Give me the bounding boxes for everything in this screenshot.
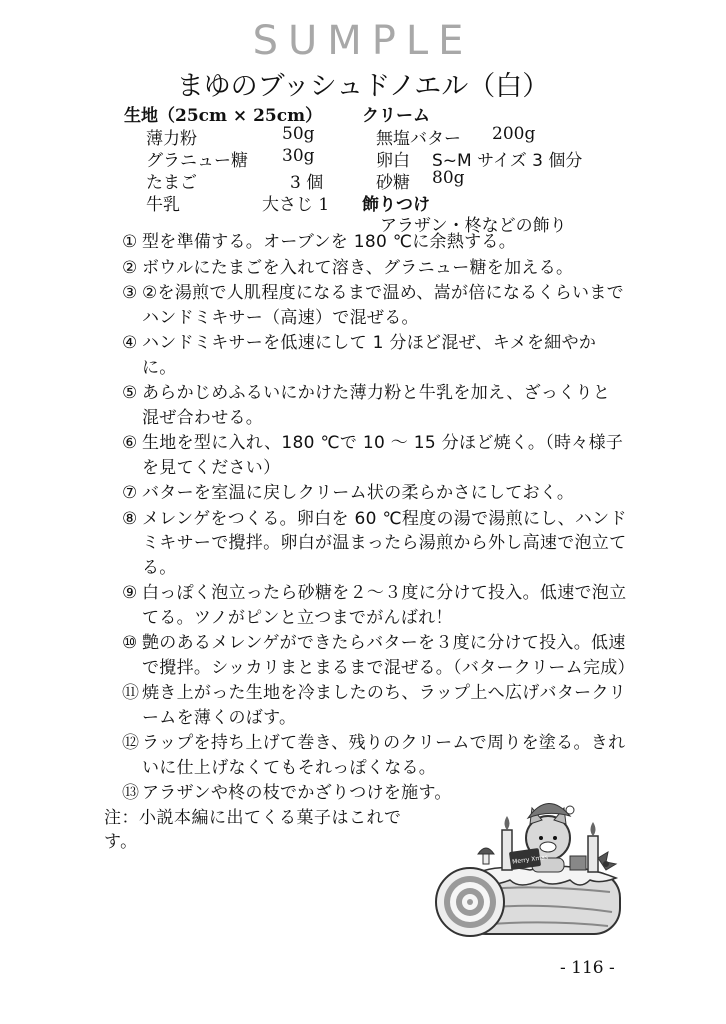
- recipe-step: ⑪ 焼き上がった生地を冷ましたのち、ラップ上へ広げバタークリームを薄くのばす。: [122, 683, 627, 728]
- ingredient-amount: 200g: [492, 124, 536, 144]
- recipe-step: ⑧ メレンゲをつくる。卵白を 60 ℃程度の湯で湯煎にし、ハンドミキサーで攪拌。卵白が温まったら湯煎から外し高速で泡立てる。: [122, 508, 627, 578]
- sample-watermark: SUMPLE: [252, 18, 474, 64]
- ingredient-name: 砂糖: [376, 173, 410, 193]
- decoration-text: アラザン・柊などの飾り: [380, 216, 567, 236]
- ingredient-name: 薄力粉: [146, 129, 197, 149]
- ingredient-amount: 30g: [282, 146, 315, 166]
- ingredient-name: 無塩バター: [376, 129, 461, 149]
- recipe-step: ⑥ 生地を型に入れ、180 ℃で 10 〜 15 分ほど焼く。（時々様子を見てください）: [122, 433, 624, 478]
- recipe-step: ① 型を準備する。オーブンを 180 ℃に余熱する。: [122, 232, 517, 252]
- author-note: 注：小説本編に出てくる菓子はこれです。: [104, 808, 402, 852]
- ingredient-amount: S~M サイズ 3 個分: [432, 151, 583, 171]
- ingredient-name: 牛乳: [146, 195, 180, 215]
- sponge-heading: 生地（25cm × 25cm）: [124, 106, 323, 126]
- recipe-step: ⑫ ラップを持ち上げて巻き、残りのクリームで周りを塗る。きれいに仕上げなくてもそれっぽくなる。: [122, 733, 626, 778]
- page-number: - 116 -: [560, 958, 615, 978]
- recipe-step: ⑤ あらかじめふるいにかけた薄力粉と牛乳を加え、ざっくりと混ぜ合わせる。: [122, 383, 611, 428]
- recipe-step: ④ ハンドミキサーを低速にして 1 分ほど混ぜ、キメを細やかに。: [122, 333, 597, 378]
- ingredient-name: たまご: [146, 173, 197, 193]
- recipe-step: ② ボウルにたまごを入れて溶き、グラニュー糖を加える。: [122, 257, 574, 278]
- cake-sign: Merry Xmas: [511, 853, 549, 866]
- ingredient-amount: 大さじ 1: [262, 195, 330, 215]
- decoration-heading: 飾りつけ: [362, 195, 430, 215]
- recipe-step: ⑬ アラザンや柊の枝でかざりつけを施す。: [122, 783, 452, 803]
- christmas-cake-icon: [420, 780, 632, 940]
- ingredient-amount: 3 個: [290, 173, 324, 193]
- ingredient-name: グラニュー糖: [146, 151, 248, 171]
- recipe-steps: [122, 230, 635, 807]
- ingredient-amount: 80g: [432, 168, 465, 188]
- recipe-step: ③ ②を湯煎で人肌程度になるまで温め、嵩が倍になるくらいまでハンドミキサー（高速）で混ぜる。: [122, 283, 624, 328]
- recipe-title: まゆのブッシュドノエル（白）: [176, 71, 550, 102]
- recipe-step: ⑩ 艶のあるメレンゲができたらバターを３度に分けて投入。低速で攪拌。シッカリまとまるまで混ぜる。（バタークリーム完成）: [122, 633, 635, 678]
- recipe-step: ⑦ バターを室温に戻しクリーム状の柔らかさにしておく。: [122, 483, 575, 503]
- ingredient-amount: 50g: [282, 124, 315, 144]
- recipe-step: ⑨ 白っぽく泡立ったら砂糖を２〜３度に分けて投入。低速で泡立てる。ツノがピンと立つまでがんばれ！: [122, 583, 627, 628]
- cream-heading: クリーム: [362, 106, 430, 126]
- ingredient-name: 卵白: [376, 151, 410, 171]
